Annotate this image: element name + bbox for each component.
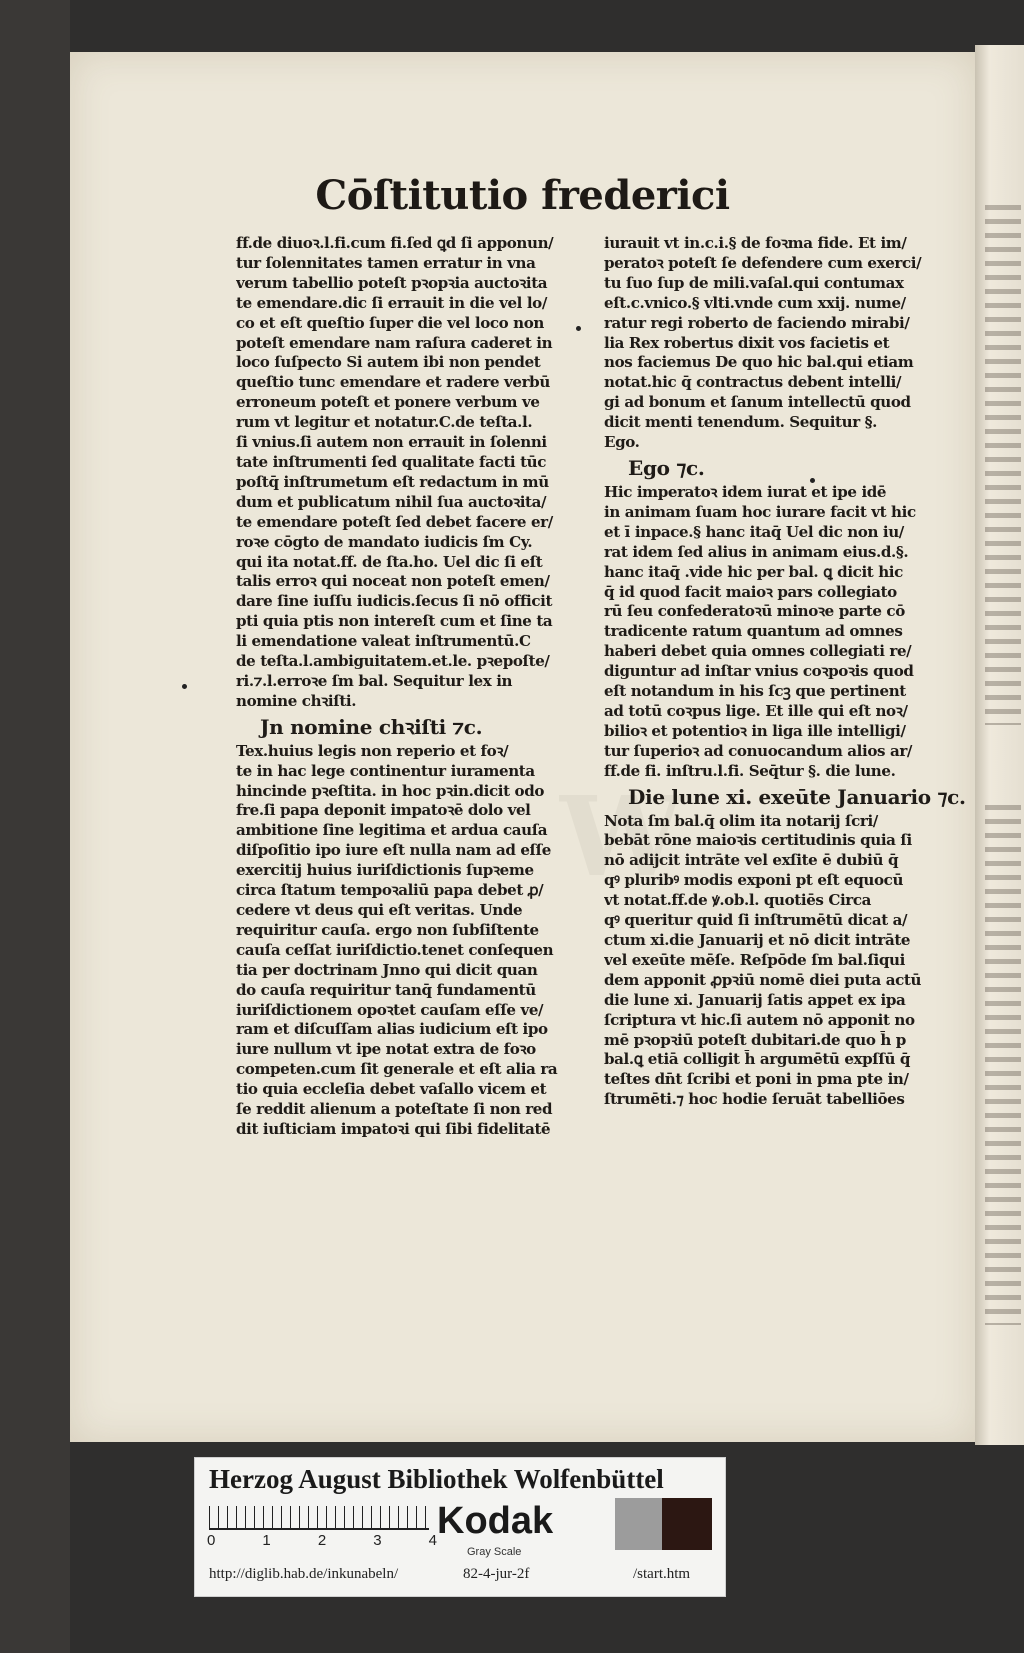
text-line: verum tabellio poteſt pꝛopꝛia auctoꝛita — [236, 273, 548, 292]
text-line: vt notat.ff.de ꝟ.ob.l. quotiēs Circa — [604, 891, 872, 910]
text-line: qui ita notat.ff. de ſta.ho. Uel dic ſi eſt — [236, 552, 543, 571]
text-line: iurauit vt in.c.i.§ de foꝛma fide. Et im/ — [604, 234, 907, 252]
text-line: Hic imperatoꝛ idem iurat et ipe idē — [604, 482, 887, 501]
text-line: dit iuſticiam impatoꝛi qui ſibi fidelitatē — [236, 1119, 551, 1138]
adjacent-page-text-fragment — [985, 805, 1021, 1325]
text-line: ri.⁊.l.erroꝛe ſm bal. Sequitur lex in — [236, 671, 513, 690]
text-line: bilioꝛ et potentioꝛ in liga ille intelligi/ — [604, 721, 906, 740]
text-line: ram et diſcuſſam alias iudicium eſt ipo — [236, 1020, 548, 1039]
ruler-numbers — [207, 1532, 437, 1549]
adjacent-page-edge — [975, 45, 1024, 1445]
text-line: tio quia eccleſia debet vaſallo vicem et — [236, 1080, 547, 1099]
library-watermark: W — [560, 772, 684, 901]
text-line: qꝰ pluribꝰ modis exponi pt eſt equocū — [604, 871, 904, 890]
text-line: talis erroꝛ qui noceat non poteſt emen/ — [236, 572, 550, 591]
gray-swatch — [615, 1498, 662, 1550]
text-line: ctum xi.die Januarij et nō dicit intrāte — [604, 931, 911, 949]
text-line: peratoꝛ poteſt ſe defendere cum exerci/ — [604, 253, 922, 272]
text-line: nos faciemus De quo hic bal.qui etiam — [604, 353, 914, 372]
section-heading: Die lune xi. exeūte Januario ⁊c. — [628, 784, 966, 809]
text-line: gi ad bonum et ſanum intellectū quod — [604, 393, 911, 412]
text-line: loco ſuſpecto Si autem ibi non pendet — [236, 353, 541, 372]
text-line: ſcriptura vt hic.ſi autem nō apponit no — [604, 1010, 915, 1029]
text-line: cedere vt deus qui eſt veritas. Unde — [236, 901, 523, 919]
text-line: dicit menti tenendum. Sequitur §. — [604, 413, 877, 432]
ink-speck — [182, 684, 187, 689]
text-line: te emendare poteſt ſed debet facere er/ — [236, 512, 553, 531]
text-line: iuriſdictionem opoꝛtet cauſam eſſe ve/ — [236, 1000, 544, 1019]
measurement-ruler — [209, 1506, 429, 1530]
library-name: Herzog August Bibliothek Wolfenbüttel — [209, 1464, 664, 1494]
text-line: ambitione ſine legitima et ardua cauſa — [236, 821, 548, 840]
kodak-logo: Kodak — [437, 1500, 554, 1542]
text-line: fre.ſi papa deponit impatoꝛē dolo vel — [236, 801, 531, 820]
ruler-number: 3 — [373, 1532, 382, 1549]
text-line: diguntur ad inſtar vnius coꝛpoꝛis quod — [604, 662, 914, 681]
text-line: do cauſa requiritur tanq̄ fundamentū — [236, 980, 536, 999]
text-line: co et eſt queſtio ſuper die vel loco non — [236, 313, 544, 332]
text-line: ſe reddit alienum a poteſtate ſi non red — [236, 1100, 553, 1119]
text-line: lia Rex robertus dixit vos facietis et — [604, 333, 890, 352]
text-line: iure nullum vt ipe notat extra de foꝛo — [236, 1040, 536, 1059]
text-line: dare ſine iuſſu iudicis.ſecus ſi nō officit — [236, 592, 553, 611]
text-line: ſi vnius.ſi autem non errauit in ſolenni — [236, 433, 547, 452]
library-url[interactable]: http://diglib.hab.de/inkunabeln/ — [209, 1566, 399, 1582]
text-line: erroneum poteſt et ponere verbum ve — [236, 393, 540, 412]
text-line: rum vt legitur et notatur.C.de teſta.l. — [236, 413, 533, 432]
section-heading: Jn nomine chꝛiſti ⁊c. — [260, 714, 483, 739]
text-line: eſt notandum in his ſcꝫ que pertinent — [604, 682, 906, 701]
text-line: pti quia ptis non intereſt cum et ſine ta — [236, 612, 553, 631]
adjacent-page-text-fragment — [985, 205, 1021, 725]
dark-swatch — [662, 1498, 712, 1550]
text-line: ſtrumēti.⁊ hoc hodie ſeruāt tabelliōes — [604, 1090, 905, 1109]
text-line: de teſta.l.ambiguitatem.et.le. pꝛepoſte/ — [236, 652, 550, 671]
shelfmark: 82-4-jur-2f — [463, 1566, 530, 1582]
text-line: q̄ id quod facit maioꝛ pars collegiato — [604, 582, 897, 601]
text-line: Nota ſm bal.q̄ olim ita notarij ſcri/ — [604, 811, 878, 830]
ruler-number: 1 — [262, 1532, 271, 1549]
text-line: diſpoſitio ipo iure eſt nulla nam ad eſſe — [236, 841, 551, 860]
text-line: vel exeūte mēſe. Reſpōde ſm bal.ſiqui — [604, 950, 905, 969]
text-line: exercitij huius iuriſdictionis ſupꝛeme — [236, 861, 534, 880]
text-line: competen.cum ſit generale et eſt alia ra — [236, 1060, 558, 1079]
text-line: teſtes dn̄t ſcribi et poni in pma pte in/ — [604, 1070, 909, 1089]
start-link[interactable]: /start.htm — [633, 1566, 691, 1582]
text-column-left — [236, 234, 576, 1140]
text-line: tate inſtrumenti ſed qualitate facti tūc — [236, 452, 547, 471]
text-line: nomine chꝛiſti. — [236, 691, 357, 710]
text-line: ff.de diuoꝛ.l.fi.cum fi.ſed ꝗd ſi apponun/ — [236, 234, 554, 252]
text-line: qꝰ queritur quid ſi inſtrumētū dicat a/ — [604, 911, 908, 930]
text-line: hanc itaq̄ .vide hic per bal. ꝗ dicit hic — [604, 562, 903, 581]
text-line: nō adijcit intrāte vel exſite ē dubiū q̄ — [604, 851, 899, 870]
text-line: rat idem ſed alius in animam eius.d.§. — [604, 542, 909, 561]
text-line: dum et publicatum nihil ſua auctoꝛita/ — [236, 492, 547, 511]
text-line: notat.hic q̄ contractus debent intelli/ — [604, 373, 902, 392]
ruler-number: 4 — [428, 1532, 437, 1549]
text-line: eſt.c.vnico.§ vlti.vnde cum xxij. nume/ — [604, 293, 906, 312]
text-line: circa ſtatum tempoꝛaliū papa debet ꝓ/ — [236, 881, 544, 900]
text-line: li emendatione valeat inſtrumentū.C — [236, 632, 531, 651]
text-line: Tex.huius legis non reperio et foꝛ/ — [236, 741, 509, 760]
ink-speck — [576, 326, 581, 331]
text-line: roꝛe cōgto de mandato iudicis ſm Cy. — [236, 532, 533, 551]
text-line: die lune xi. Januarij ſatis appet ex ipa — [604, 990, 906, 1009]
text-line: tur ſolennitates tamen erratur in vna — [236, 253, 536, 272]
text-line: ad totū coꝛpus lige. Et ille qui eſt noꝛ/ — [604, 701, 908, 720]
ruler-number: 0 — [207, 1532, 216, 1549]
section-heading: Ego ⁊c. — [628, 455, 705, 480]
scan-background-left — [0, 0, 70, 1653]
text-line: Ego. — [604, 433, 640, 452]
text-line: rū ſeu confederatoꝛū minoꝛe parte cō — [604, 602, 905, 621]
gray-scale-label: Gray Scale — [467, 1546, 522, 1558]
ruler-number: 2 — [317, 1532, 327, 1549]
text-line: queſtio tunc emendare et radere verbū — [236, 373, 550, 392]
text-line: bebāt rōne maioꝛis certitudinis quia ſi — [604, 831, 912, 850]
text-line: mē pꝛopꝛiū poteſt dubitari.de quo h̄ p — [604, 1030, 906, 1049]
text-line: in animam ſuam hoc iurare facit vt hic — [604, 502, 916, 521]
text-column-right — [604, 234, 966, 1110]
text-line: tur ſuperioꝛ ad conuocandum alios ar/ — [604, 741, 913, 760]
text-line: tia per doctrinam Jnno qui dicit quan — [236, 960, 538, 979]
text-line: tradicente ratum quantum ad omnes — [604, 622, 903, 641]
text-line: et ī inpace.§ hanc itaq̄ Uel dic non iu/ — [604, 522, 904, 541]
text-line: ratur regi roberto de faciendo mirabi/ — [604, 313, 910, 332]
page-title: Cōſtitutio frederici — [315, 172, 730, 219]
text-line: ff.de fi. inſtru.l.fi. Seq̄tur §. die lune. — [604, 761, 896, 780]
text-line: poteſt emendare nam raſura caderet in — [236, 333, 553, 352]
text-line: requiritur cauſa. ergo non ſubſiſtente — [236, 920, 539, 939]
text-line: hincinde pꝛeſtita. in hoc pꝛin.dicit odo — [236, 781, 545, 800]
text-line: te emendare.dic ſi errauit in die vel lo/ — [236, 293, 547, 312]
library-color-card — [194, 1457, 726, 1597]
text-line: bal.ꝗ etiā colligit h̄ argumētū expſſū q̄ — [604, 1050, 911, 1069]
text-line: poſtq̄ inſtrumetum eſt redactum in mū — [236, 472, 549, 491]
text-line: cauſa ceſſat iuriſdictio.tenet conſequen — [236, 940, 554, 959]
text-line: haberi debet quia omnes collegiati re/ — [604, 642, 912, 661]
text-line: te in hac lege continentur iuramenta — [236, 761, 535, 780]
text-line: dem apponit ꝓpꝛiū nomē diei puta actū — [604, 970, 922, 989]
text-line: tu ſuo ſup de mili.vaſal.qui contumax — [604, 273, 904, 292]
